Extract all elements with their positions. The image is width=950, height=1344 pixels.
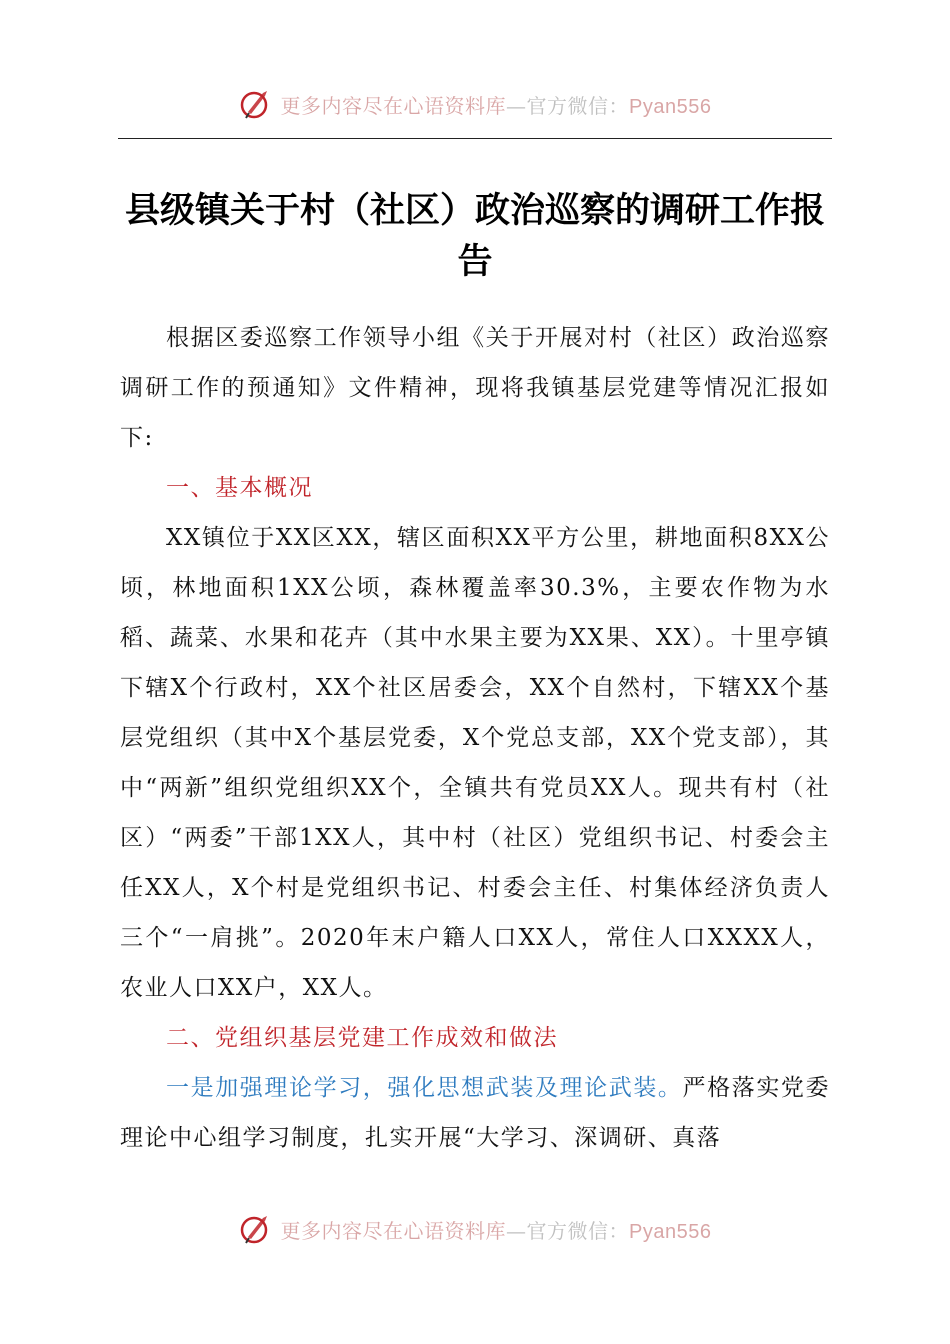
section-heading-overview: 一、基本概况 bbox=[166, 475, 313, 501]
banner-text bbox=[281, 90, 712, 119]
achievements-paragraph bbox=[120, 1063, 830, 1163]
quill-logo-icon bbox=[239, 87, 273, 121]
official-wechat-label: —官方微信： bbox=[506, 93, 630, 118]
promo-text: 更多内容尽在心语资料库 bbox=[280, 1218, 507, 1243]
overview-paragraph: XX镇位于XX区XX，辖区面积XX平方公里，耕地面积8XX公顷，林地面积1XX公顷，森林覆盖率30.3%，主要农作物为水稻、蔬菜、水果和花卉（其中水果主要为XX果、XX）。十里亭镇下辖X个行政村，XX个社区居委会，XX个自然村，下辖XX个基层党组织（其中X个基层党委，X个党总支部，XX个党支部），其中“两新”组织党组织XX个，全镇共有党员XX人。现共有村（社区）“两委”干部1XX人，其中村（社区）党组织书记、村委会主任XX人，X个村是党组织书记、村委会主任、村集体经济负责人三个“一肩挑”。2020年末户籍人口XX人，常住人口XXXX人，农业人口XX户，XX人。 bbox=[120, 525, 830, 1001]
wechat-id: Pyan556 bbox=[629, 95, 712, 118]
document-title: 县级镇关于村（社区）政治巡察的调研工作报告 bbox=[124, 191, 825, 282]
quill-logo-icon bbox=[239, 1212, 273, 1246]
achievements-text: 严格落实党委理论中心组学习制度，扎实开展“大学习、深调研、真落 bbox=[120, 1075, 831, 1151]
official-wechat-label: —官方微信： bbox=[506, 1218, 630, 1243]
intro-paragraph: 根据区委巡察工作领导小组《关于开展对村（社区）政治巡察调研工作的预通知》文件精神，现将我镇基层党建等情况汇报如下: bbox=[120, 325, 830, 451]
header-banner bbox=[0, 84, 950, 124]
promo-text: 更多内容尽在心语资料库 bbox=[280, 93, 507, 118]
header-divider bbox=[118, 138, 832, 139]
footer-banner bbox=[0, 1209, 950, 1249]
document-body bbox=[120, 313, 830, 1163]
banner-content bbox=[239, 87, 712, 121]
banner-text bbox=[281, 1215, 712, 1244]
wechat-id: Pyan556 bbox=[629, 1220, 712, 1243]
banner-content bbox=[239, 1212, 712, 1246]
emphasis-lead: 一是加强理论学习，强化思想武装及理论武装。 bbox=[166, 1075, 683, 1101]
section-heading-achievements: 二、党组织基层党建工作成效和做法 bbox=[166, 1025, 558, 1051]
